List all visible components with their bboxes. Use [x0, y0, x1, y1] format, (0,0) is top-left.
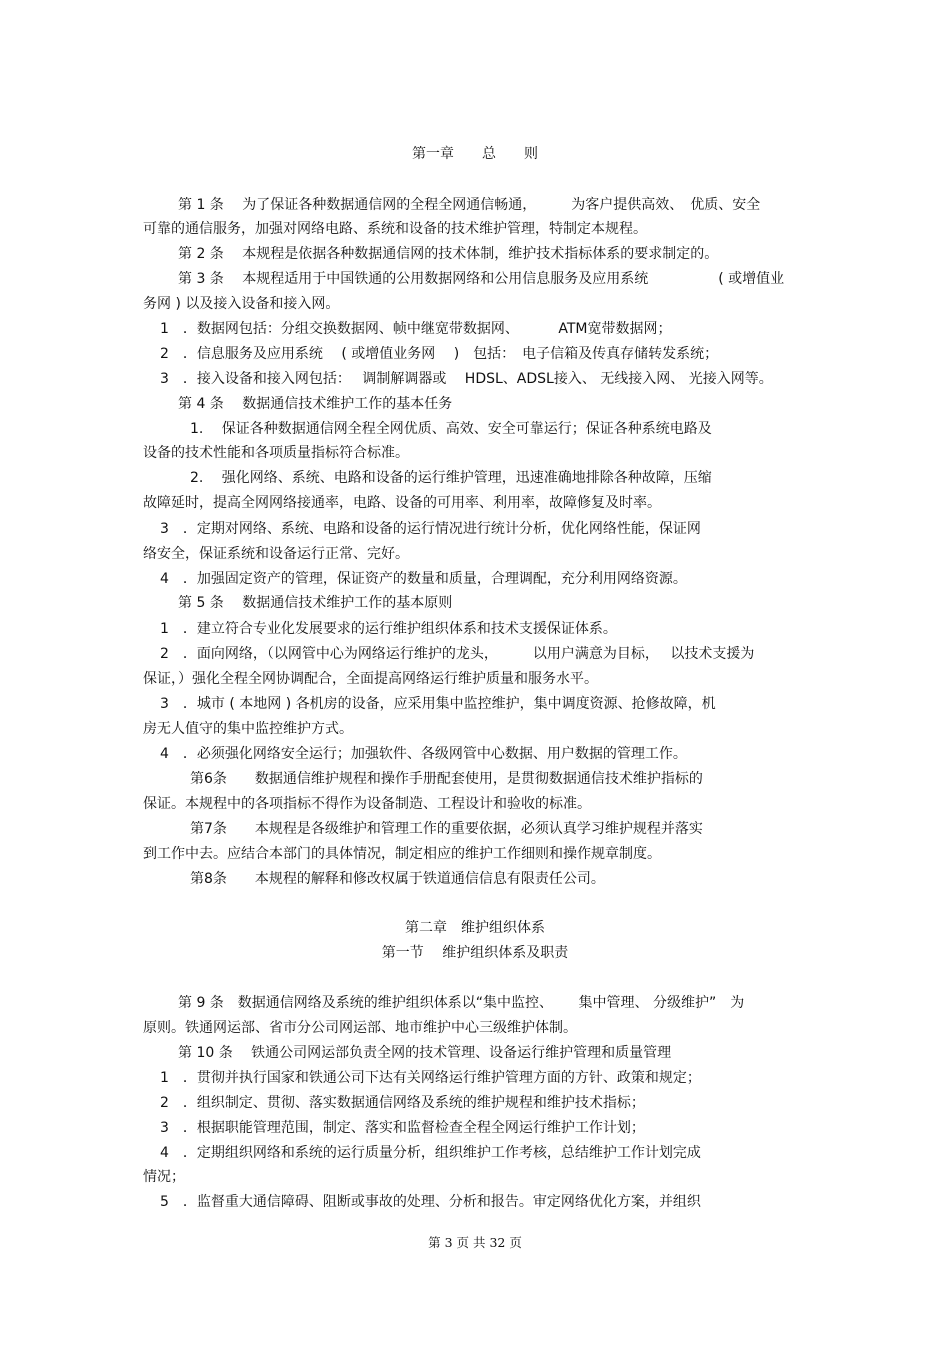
- article-9-line-2: 原则。铁通网运部、省市分公司网运部、地市维护中心三级维护体制。: [143, 1020, 577, 1036]
- article-10: 第 10 条 铁通公司网运部负责全网的技术管理、设备运行维护管理和质量管理: [178, 1045, 672, 1061]
- article-4-item-2-line-2: 故障延时，提高全网网络接通率，电路、设备的可用率、利用率，故障修复及时率。: [143, 495, 661, 511]
- article-4: 第 4 条 数据通信技术维护工作的基本任务: [178, 396, 453, 412]
- article-10-item-1: 1 ．贯彻并执行国家和铁通公司下达有关网络运行维护管理方面的方针、政策和规定；: [160, 1070, 701, 1086]
- article-3-item-3: 3 ．接入设备和接入网包括： 调制解调器或 HDSL、ADSL接入、 无线接入网、 光接入网等。: [160, 371, 773, 387]
- article-5-item-2-line-1: 2 ．面向网络，（以网管中心为网络运行维护的龙头， 以用户满意为目标， 以技术支援为: [160, 646, 755, 662]
- article-5-item-3-line-2: 房无人值守的集中监控维护方式。: [143, 721, 353, 737]
- article-8: 第8条 本规程的解释和修改权属于铁道通信信息有限责任公司。: [190, 871, 605, 887]
- article-9-line-1: 第 9 条 数据通信网络及系统的维护组织体系以“集中监控、 集中管理、 分级维护” 为: [178, 995, 745, 1011]
- chapter-1-title: 第一章 总 则: [412, 146, 538, 162]
- article-7-line-1: 第7条 本规程是各级维护和管理工作的重要依据，必须认真学习维护规程并落实: [190, 821, 703, 837]
- article-10-item-2: 2 ．组织制定、贯彻、落实数据通信网络及系统的维护规程和维护技术指标；: [160, 1095, 645, 1111]
- page-footer: 第 3 页 共 32 页: [428, 1235, 522, 1250]
- article-6-line-1: 第6条 数据通信维护规程和操作手册配套使用，是贯彻数据通信技术维护指标的: [190, 771, 703, 787]
- article-1-line-2: 可靠的通信服务，加强对网络电路、系统和设备的技术维护管理，特制定本规程。: [143, 221, 647, 237]
- article-6-line-2: 保证。本规程中的各项指标不得作为设备制造、工程设计和验收的标准。: [143, 796, 591, 812]
- chapter-2-title: 第二章 维护组织体系: [405, 920, 545, 936]
- article-7-line-2: 到工作中去。应结合本部门的具体情况，制定相应的维护工作细则和操作规章制度。: [143, 846, 661, 862]
- article-10-item-4-line-2: 情况；: [143, 1169, 185, 1185]
- article-4-item-1-line-1: 1. 保证各种数据通信网全程全网优质、高效、安全可靠运行；保证各种系统电路及: [190, 421, 712, 437]
- article-5-item-3-line-1: 3 ．城市 ( 本地网 ) 各机房的设备，应采用集中监控维护，集中调度资源、抢修故障，机: [160, 696, 716, 712]
- article-1-line-1: 第 1 条 为了保证各种数据通信网的全程全网通信畅通， 为客户提供高效、 优质、安全: [178, 197, 761, 213]
- article-4-item-1-line-2: 设备的技术性能和各项质量指标符合标准。: [143, 445, 409, 461]
- article-5-item-4: 4 ．必须强化网络安全运行；加强软件、各级网管中心数据、用户数据的管理工作。: [160, 746, 687, 762]
- article-5: 第 5 条 数据通信技术维护工作的基本原则: [178, 595, 453, 611]
- article-10-item-4-line-1: 4 ．定期组织网络和系统的运行质量分析，组织维护工作考核，总结维护工作计划完成: [160, 1145, 701, 1161]
- chapter-2-section-title: 第一节 维护组织体系及职责: [381, 945, 569, 961]
- article-4-item-3-line-1: 3 ．定期对网络、系统、电路和设备的运行情况进行统计分析，优化网络性能，保证网: [160, 521, 701, 537]
- article-10-item-3: 3 ．根据职能管理范围，制定、落实和监督检查全程全网运行维护工作计划；: [160, 1120, 645, 1136]
- article-2: 第 2 条 本规程是依据各种数据通信网的技术体制，维护技术指标体系的要求制定的。: [178, 246, 719, 262]
- article-5-item-2-line-2: 保证，）强化全程全网协调配合，全面提高网络运行维护质量和服务水平。: [143, 671, 598, 687]
- article-4-item-3-line-2: 络安全，保证系统和设备运行正常、完好。: [143, 546, 409, 562]
- article-4-item-4: 4 ．加强固定资产的管理，保证资产的数量和质量，合理调配，充分利用网络资源。: [160, 571, 687, 587]
- article-4-item-2-line-1: 2. 强化网络、系统、电路和设备的运行维护管理，迅速准确地排除各种故障，压缩: [190, 470, 712, 486]
- article-10-item-5: 5 ．监督重大通信障碍、阻断或事故的处理、分析和报告。审定网络优化方案，并组织: [160, 1194, 701, 1210]
- article-3-item-1: 1 ．数据网包括：分组交换数据网、帧中继宽带数据网、 ATM宽带数据网；: [160, 321, 672, 337]
- article-5-item-1: 1 ．建立符合专业化发展要求的运行维护组织体系和技术支援保证体系。: [160, 621, 617, 637]
- article-3-item-2: 2 ．信息服务及应用系统 ( 或增值业务网 ) 包括： 电子信箱及传真存储转发系统；: [160, 346, 719, 362]
- article-3-line-2: 务网 ) 以及接入设备和接入网。: [143, 296, 340, 312]
- article-3-line-1: 第 3 条 本规程适用于中国铁通的公用数据网络和公用信息服务及应用系统 ( 或增值业: [178, 271, 785, 287]
